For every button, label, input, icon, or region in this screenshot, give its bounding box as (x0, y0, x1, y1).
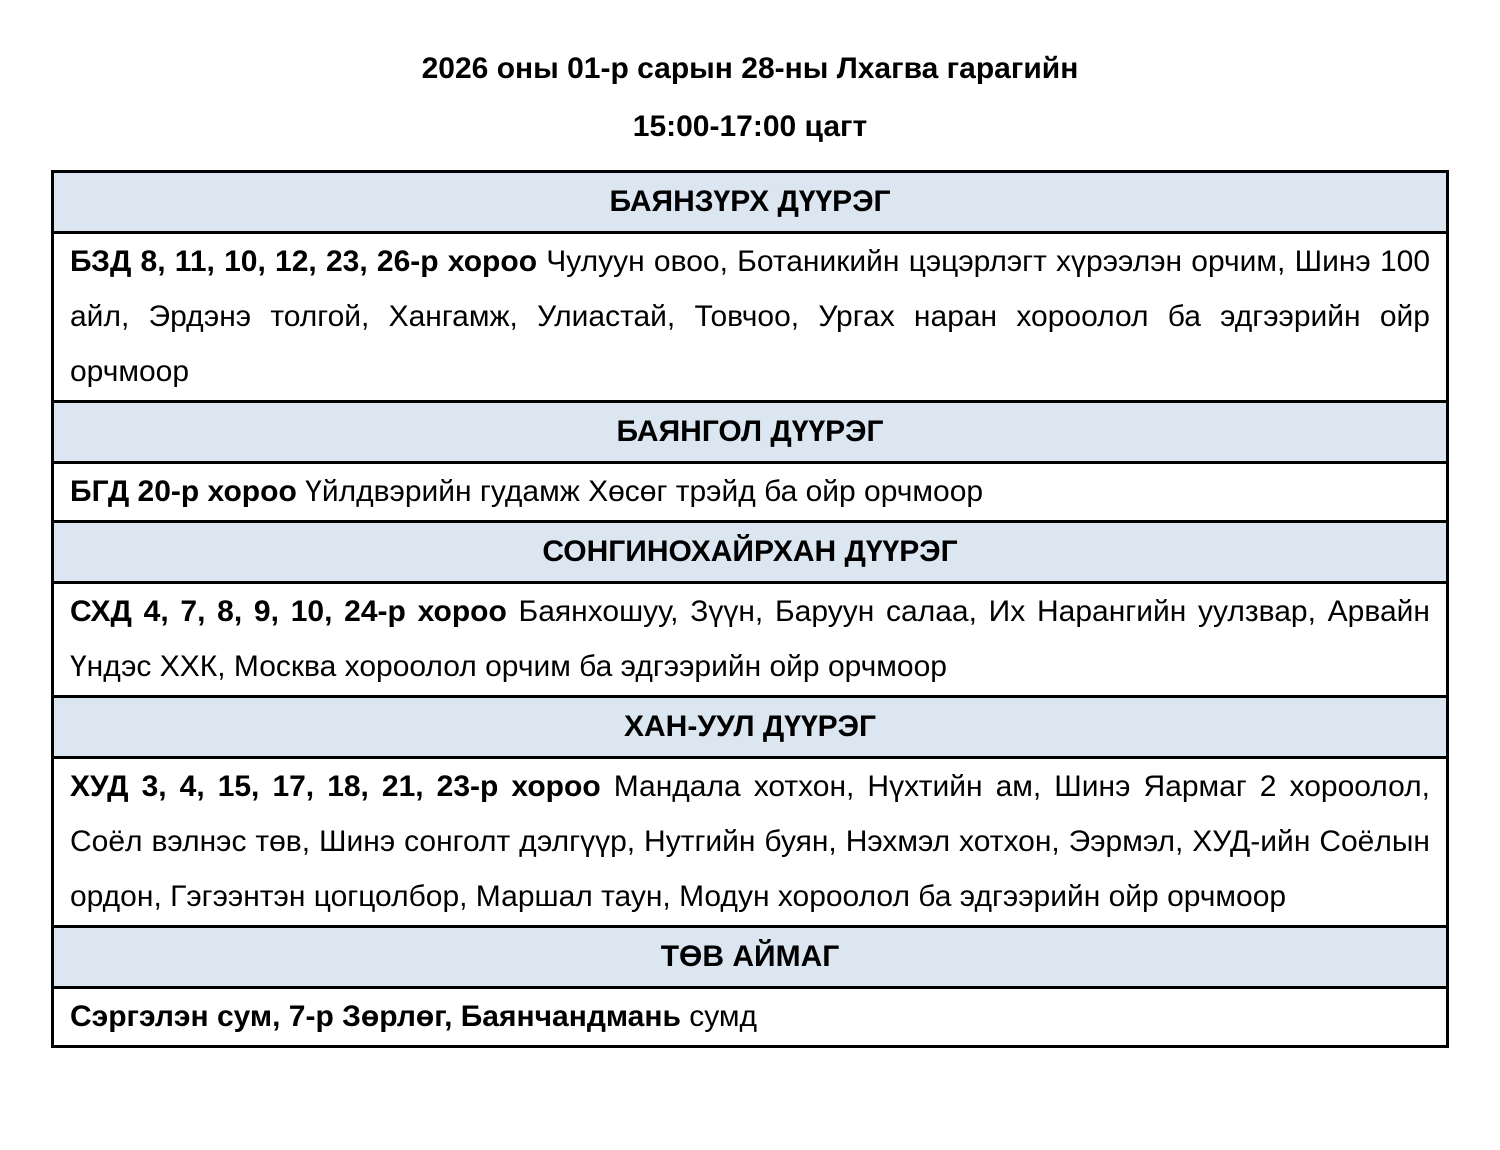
district-header-label: ХАН-УУЛ ДҮҮРЭГ (624, 710, 876, 743)
district-header-label: БАЯНГОЛ ДҮҮРЭГ (616, 415, 884, 448)
area-list-songinokhairkhan: Баянхошуу, Зүүн, Баруун салаа, Их Нарангийн уулзвар, Арвайн Үндэс ХХК, Москва хороолол орчим ба эдгээрийн ойр орчмоор (70, 595, 1430, 683)
area-list-bayangol: Үйлдвэрийн гудамж Хөсөг трэйд ба ойр орчмоор (296, 475, 984, 508)
section-body-bayanzurkh (54, 231, 1446, 400)
section-body-songinokhairkhan (54, 581, 1446, 695)
khoroo-list-bayangol: БГД 20-р хороо (70, 475, 297, 508)
section-body-khan-uul (54, 756, 1446, 925)
district-header-label: СОНГИНОХАЙРХАН ДҮҮРЭГ (542, 535, 958, 568)
section-body-tuv-aimag (54, 986, 1446, 1045)
section-body-bayangol (54, 461, 1446, 520)
section-header-bayanzurkh (54, 173, 1446, 231)
khoroo-list-khan-uul: ХУД 3, 4, 15, 17, 18, 21, 23-р хороо (70, 770, 601, 803)
khoroo-list-bayanzurkh: БЗД 8, 11, 10, 12, 23, 26-р хороо (70, 245, 538, 278)
area-list-tuv-aimag: сумд (680, 1000, 758, 1033)
area-list-khan-uul: Мандала хотхон, Нүхтийн ам, Шинэ Яармаг 2 хороолол, Соёл вэлнэс төв, Шинэ сонголт дэлгүүр, Нутгийн буян, Нэхмэл хотхон, Ээрмэл, ХУД-ийн Соёлын ордон, Гэгээнтэн цогцолбор, Маршал таун, Модун хороолол ба эдгээрийн ойр орчмоор (70, 770, 1430, 913)
section-header-khan-uul (54, 695, 1446, 756)
section-header-tuv-aimag (54, 925, 1446, 986)
section-header-songinokhairkhan (54, 520, 1446, 581)
document-title (0, 52, 1500, 144)
outage-schedule-table (51, 170, 1449, 1048)
section-header-bayangol (54, 400, 1446, 461)
district-header-label: БАЯНЗҮРХ ДҮҮРЭГ (609, 185, 891, 218)
title-date-line: 2026 оны 01-р сарын 28-ны Лхагва гарагийн (421, 52, 1079, 85)
area-list-bayanzurkh: Чулуун овоо, Ботаникийн цэцэрлэгт хүрээлэн орчим, Шинэ 100 айл, Эрдэнэ толгой, Хангамж, Улиастай, Товчоо, Ургах наран хороолол ба эдгээрийн ойр орчмоор (70, 245, 1431, 388)
soum-list-tuv-aimag: Сэргэлэн сум, 7-р Зөрлөг, Баянчандмань (70, 1000, 681, 1033)
title-time-line: 15:00-17:00 цагт (632, 110, 868, 143)
district-header-label: ТӨВ АЙМАГ (660, 940, 840, 973)
khoroo-list-songinokhairkhan: СХД 4, 7, 8, 9, 10, 24-р хороо (70, 595, 507, 628)
